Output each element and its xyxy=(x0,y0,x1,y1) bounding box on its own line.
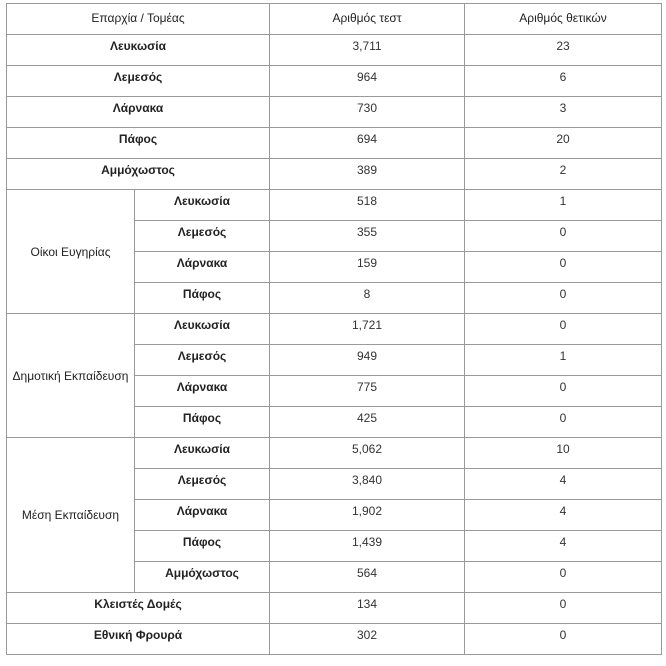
tests-cell: 1,902 xyxy=(270,500,465,531)
row-label: Λεμεσός xyxy=(7,66,270,97)
table-header-row xyxy=(7,4,662,35)
positives-cell: 4 xyxy=(465,469,662,500)
table-row xyxy=(7,314,662,345)
table-row xyxy=(7,159,662,190)
table-row xyxy=(7,66,662,97)
sub-row-label: Λεμεσός xyxy=(135,221,270,252)
group-label-primary-education: Δημοτική Εκπαίδευση xyxy=(7,314,135,438)
positives-cell: 23 xyxy=(465,35,662,66)
positives-cell: 3 xyxy=(465,97,662,128)
positives-cell: 20 xyxy=(465,128,662,159)
tests-cell: 5,062 xyxy=(270,438,465,469)
positives-cell: 4 xyxy=(465,531,662,562)
header-region: Επαρχία / Τομέας xyxy=(7,4,270,35)
tests-cell: 1,721 xyxy=(270,314,465,345)
table-row xyxy=(7,35,662,66)
positives-cell: 0 xyxy=(465,221,662,252)
positives-cell: 0 xyxy=(465,593,662,624)
sub-row-label: Λάρνακα xyxy=(135,376,270,407)
group-label-nursing-homes: Οίκοι Ευγηρίας xyxy=(7,190,135,314)
row-label: Πάφος xyxy=(7,128,270,159)
positives-cell: 2 xyxy=(465,159,662,190)
sub-row-label: Αμμόχωστος xyxy=(135,562,270,593)
tests-cell: 949 xyxy=(270,345,465,376)
tests-cell: 730 xyxy=(270,97,465,128)
tests-cell: 425 xyxy=(270,407,465,438)
positives-cell: 0 xyxy=(465,407,662,438)
tests-cell: 694 xyxy=(270,128,465,159)
table-row xyxy=(7,128,662,159)
header-tests: Αριθμός τεστ xyxy=(270,4,465,35)
positives-cell: 10 xyxy=(465,438,662,469)
positives-cell: 0 xyxy=(465,562,662,593)
positives-cell: 0 xyxy=(465,376,662,407)
positives-cell: 0 xyxy=(465,252,662,283)
sub-row-label: Λάρνακα xyxy=(135,252,270,283)
sub-row-label: Πάφος xyxy=(135,531,270,562)
tests-cell: 302 xyxy=(270,624,465,655)
row-label: Κλειστές Δομές xyxy=(7,593,270,624)
table-row xyxy=(7,593,662,624)
table-row xyxy=(7,624,662,655)
positives-cell: 6 xyxy=(465,66,662,97)
tests-cell: 3,840 xyxy=(270,469,465,500)
row-label: Λευκωσία xyxy=(7,35,270,66)
tests-cell: 355 xyxy=(270,221,465,252)
table-row xyxy=(7,438,662,469)
sub-row-label: Λευκωσία xyxy=(135,190,270,221)
sub-row-label: Λευκωσία xyxy=(135,314,270,345)
tests-cell: 518 xyxy=(270,190,465,221)
row-label: Εθνική Φρουρά xyxy=(7,624,270,655)
tests-cell: 1,439 xyxy=(270,531,465,562)
row-label: Λάρνακα xyxy=(7,97,270,128)
tests-cell: 389 xyxy=(270,159,465,190)
positives-cell: 1 xyxy=(465,345,662,376)
tests-cell: 564 xyxy=(270,562,465,593)
positives-cell: 0 xyxy=(465,283,662,314)
sub-row-label: Λάρνακα xyxy=(135,500,270,531)
sub-row-label: Λεμεσός xyxy=(135,469,270,500)
results-table xyxy=(6,3,662,655)
group-label-secondary-education: Μέση Εκπαίδευση xyxy=(7,438,135,593)
header-positives: Αριθμός θετικών xyxy=(465,4,662,35)
positives-cell: 0 xyxy=(465,314,662,345)
sub-row-label: Πάφος xyxy=(135,283,270,314)
table-row xyxy=(7,97,662,128)
positives-cell: 0 xyxy=(465,624,662,655)
sub-row-label: Λευκωσία xyxy=(135,438,270,469)
sub-row-label: Λεμεσός xyxy=(135,345,270,376)
tests-cell: 3,711 xyxy=(270,35,465,66)
tests-cell: 8 xyxy=(270,283,465,314)
positives-cell: 1 xyxy=(465,190,662,221)
sub-row-label: Πάφος xyxy=(135,407,270,438)
tests-cell: 159 xyxy=(270,252,465,283)
tests-cell: 134 xyxy=(270,593,465,624)
table-row xyxy=(7,190,662,221)
row-label: Αμμόχωστος xyxy=(7,159,270,190)
tests-cell: 775 xyxy=(270,376,465,407)
tests-cell: 964 xyxy=(270,66,465,97)
positives-cell: 4 xyxy=(465,500,662,531)
